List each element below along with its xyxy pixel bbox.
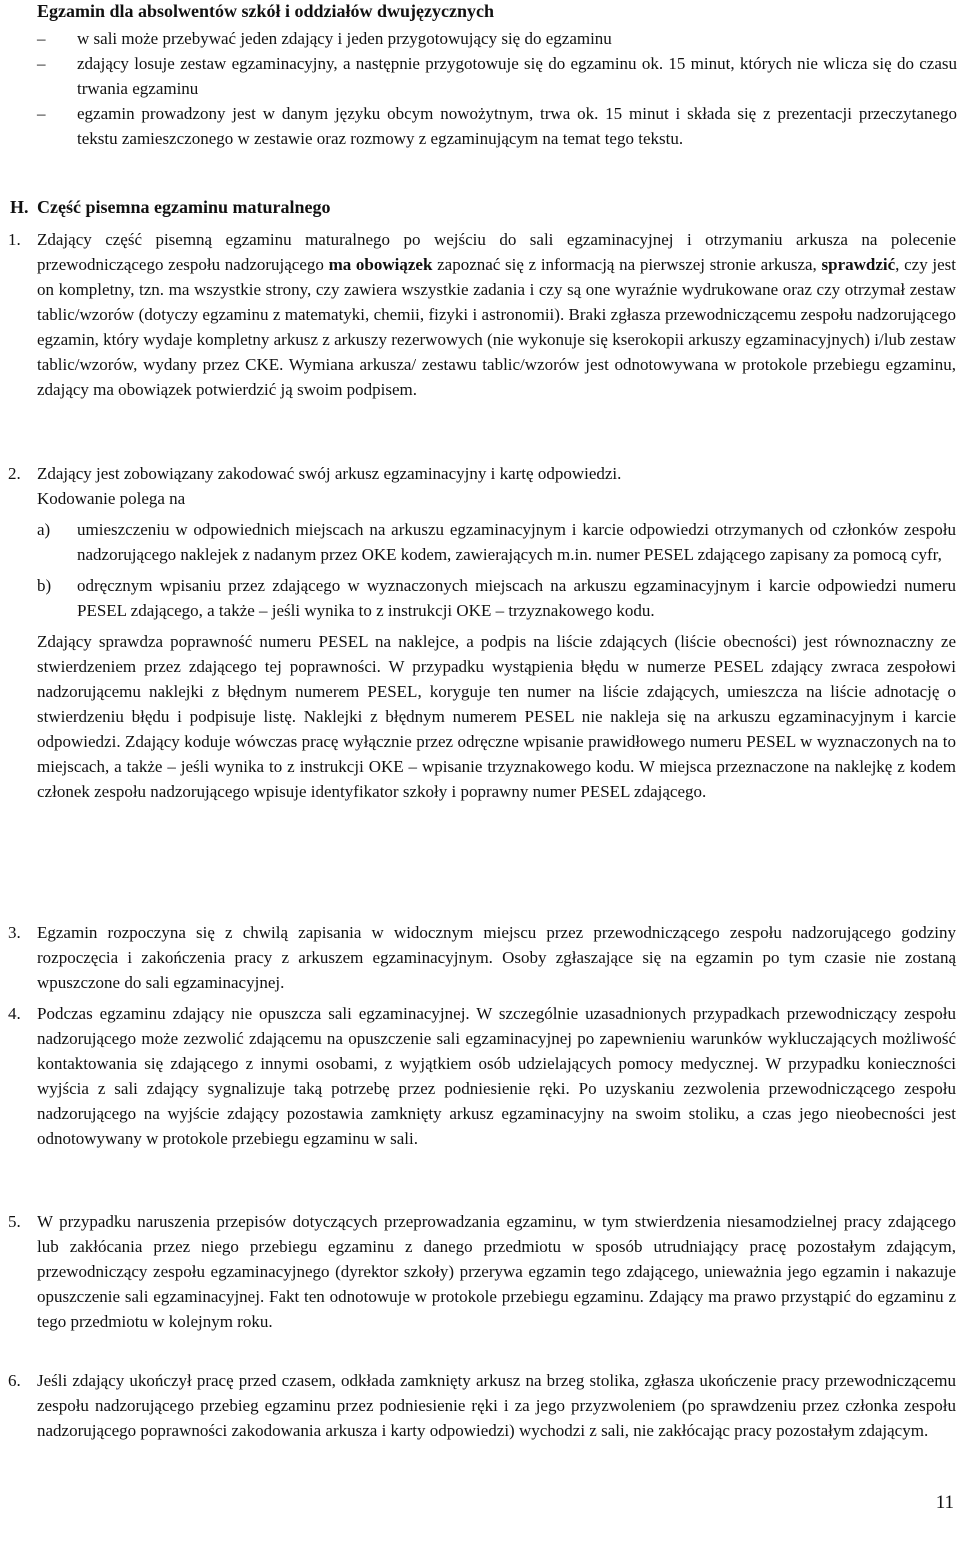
coding-option-b [37, 573, 956, 623]
numbered-paragraph [8, 1368, 956, 1443]
dash-bullet: – [37, 29, 46, 48]
coding-intro: Kodowanie polega na [37, 489, 186, 508]
numbered-item-1 [8, 227, 956, 402]
dash-item [37, 51, 957, 101]
numbered-paragraph [8, 227, 956, 402]
dash-item-text: zdający losuje zestaw egzaminacyjny, a następnie przygotowuje się do egzaminu ok. 15 minut, których nie wlicza się do czasu trwania egzaminu [77, 54, 957, 98]
numbered-paragraph [8, 1209, 956, 1334]
option-label: a) [37, 520, 51, 539]
item-number: 5. [8, 1212, 21, 1231]
numbered-paragraph [8, 461, 956, 804]
item-number: 3. [8, 923, 21, 942]
section-heading-h [10, 195, 330, 220]
numbered-item-5 [8, 1209, 956, 1334]
item-text: Egzamin rozpoczyna się z chwilą zapisania w widocznym miejscu przez przewodniczącego zespołu nadzorującego godziny rozpoczęcia i zakończenia pracy z arkuszem egzaminacyjnym. Osoby zgłaszające się na egzamin po tym czasie nie zostaną wpuszczone do sali egzaminacyjnej. [37, 923, 956, 992]
item-number: 2. [8, 464, 21, 483]
dash-list [37, 26, 957, 151]
coding-option-a [37, 517, 956, 567]
option-label: b) [37, 576, 52, 595]
dash-item-text: w sali może przebywać jeden zdający i jeden przygotowujący się do egzaminu [77, 29, 612, 48]
numbered-item-4 [8, 1001, 956, 1151]
numbered-item-6 [8, 1368, 956, 1443]
item-text: , czy jest on kompletny, tzn. ma wszystkie strony, czy zawiera wszystkie zadania i czy są one wyraźnie wydrukowane oraz czy otrzymał zestaw tablic/wzorów (dotyczy egzaminu z matematyki, chemii, fizyki i astronomii). Braki zgłasza przewodniczącemu zespołu nadzorującego egzamin, który wydaje kompletny arkusz z arkuszy rezerwowych (nie wykonuje się kserokopii arkuszy egzaminacyjnych) i/lub zestaw tablic/wzorów, wydany przez CKE. Wymiana arkusza/ zestawu tablic/wzorów jest odnotowywana w protokole przebiegu egzaminu, zdający ma obowiązek potwierdzić ją swoim podpisem. [37, 255, 956, 399]
dash-bullet: – [37, 104, 46, 123]
pesel-verification-paragraph: Zdający sprawdza poprawność numeru PESEL na naklejce, a podpis na liście zdających (liście obecności) jest równoznaczny ze stwierdzeniem przez zdającego tej poprawności. W przypadku wystąpienia błędu w numerze PESEL zdający zwraca zespołowi nadzorującemu naklejki z błędnym numerem PESEL, koryguje ten numer na liście zdających, umieszcza na liście adnotację o stwierdzeniu błędu i podpisuje listę. Naklejki z błędnym numerem PESEL nie nakleja się na arkuszu egzaminacyjnym i karcie odpowiedzi. Zdający koduje wówczas pracę wyłącznie przez odręczne wpisanie prawidłowego numeru PESEL w wyznaczonych na to miejscach, a także – jeśli wynika to z instrukcji OKE – wpisanie trzyznakowego kodu. W miejsca przeznaczone na naklejkę z kodem członek zespołu nadzorującego wpisuje identyfikator szkoły i poprawny numer PESEL zdającego. [37, 632, 956, 801]
section-title: Część pisemna egzaminu maturalnego [37, 197, 331, 217]
option-text: odręcznym wpisaniu przez zdającego w wyznaczonych miejscach na arkuszu egzaminacyjnym i karcie odpowiedzi numeru PESEL zdającego, a także – jeśli wynika to z instrukcji OKE – trzyznakowego kodu. [77, 576, 956, 620]
item-text: zapoznać się z informacją na pierwszej stronie arkusza, [432, 255, 822, 274]
section-heading: Egzamin dla absolwentów szkół i oddziałów dwujęzycznych [37, 1, 495, 21]
item-text: W przypadku naruszenia przepisów dotyczących przeprowadzania egzaminu, w tym stwierdzenia niesamodzielnej pracy zdającego lub zakłócania przez niego przebiegu egzaminu z danego przedmiotu w sposób utrudniający pracę pozostałym zdającym, przewodniczący zespołu egzaminacyjnego (dyrektor szkoły) przerywa egzamin tego zdającego, unieważnia jego egzamin i nakazuje opuszczenie sali egzaminacyjnej. Fakt ten odnotowuje w protokole przebiegu egzaminu. Zdający ma prawo przystąpić do egzaminu z tego przedmiotu w kolejnym roku. [37, 1212, 956, 1331]
numbered-item-3 [8, 920, 956, 995]
emphasis: sprawdzić [821, 255, 896, 274]
page-number: 11 [935, 1492, 954, 1513]
item-number: 4. [8, 1004, 21, 1023]
item-number: 1. [8, 230, 21, 249]
item-text: Podczas egzaminu zdający nie opuszcza sali egzaminacyjnej. W szczególnie uzasadnionych przypadkach przewodniczący zespołu nadzorującego może zezwolić zdającemu na opuszczenie sali egzaminacyjnej po zapewnieniu warunków wykluczających możliwość kontaktowania się zdającego z innymi osobami, z wyjątkiem osób udzielających pomocy medycznej. W przypadku konieczności wyjścia z sali zdający sygnalizuje taką potrzebę przez podniesienie ręki. Po uzyskaniu zezwolenia przewodniczącego zespołu nadzorującego na wyjście zdający pozostawia zamknięty arkusz egzaminacyjny na swoim stoliku, a czas jego nieobecności jest odnotowywany w protokole przebiegu egzaminu w sali. [37, 1004, 956, 1148]
numbered-paragraph [8, 920, 956, 995]
numbered-item-2 [8, 461, 956, 804]
item-text: Zdający część pisemną egzaminu maturalnego po wejściu do sali egzaminacyjnej i otrzymaniu arkusza na polecenie przewodniczącego zespołu nadzorującego [37, 230, 956, 274]
item-text: Jeśli zdający ukończył pracę przed czasem, odkłada zamknięty arkusz na brzeg stolika, zgłasza ukończenie pracy przewodniczącemu zespołu nadzorującego przebieg egzaminu przez podniesienie ręki i za jego przyzwoleniem (po sprawdzeniu przez członka zespołu nadzorującego poprawności zakodowania arkusza i karty odpowiedzi) wychodzi z sali, nie zakłócając pracy pozostałym zdającym. [37, 1371, 956, 1440]
numbered-paragraph [8, 1001, 956, 1151]
dash-bullet: – [37, 54, 46, 73]
emphasis: ma obowiązek [328, 255, 433, 274]
dash-item [37, 26, 957, 51]
item-text: Zdający jest zobowiązany zakodować swój arkusz egzaminacyjny i kartę odpowiedzi. [37, 464, 622, 483]
item-number: 6. [8, 1371, 21, 1390]
section-letter: H. [10, 197, 29, 217]
option-text: umieszczeniu w odpowiednich miejscach na arkuszu egzaminacyjnym i karcie odpowiedzi otrzymanych od członków zespołu nadzorującego naklejek z nadanym przez OKE kodem, zawierających m.in. numer PESEL zdającego zapisany za pomocą cyfr, [77, 520, 956, 564]
dash-item-text: egzamin prowadzony jest w danym języku obcym nowożytnym, trwa ok. 15 minut i składa się z prezentacji przeczytanego tekstu zamieszczonego w zestawie oraz rozmowy z egzaminującym na temat tego tekstu. [77, 104, 957, 148]
dash-item [37, 101, 957, 151]
